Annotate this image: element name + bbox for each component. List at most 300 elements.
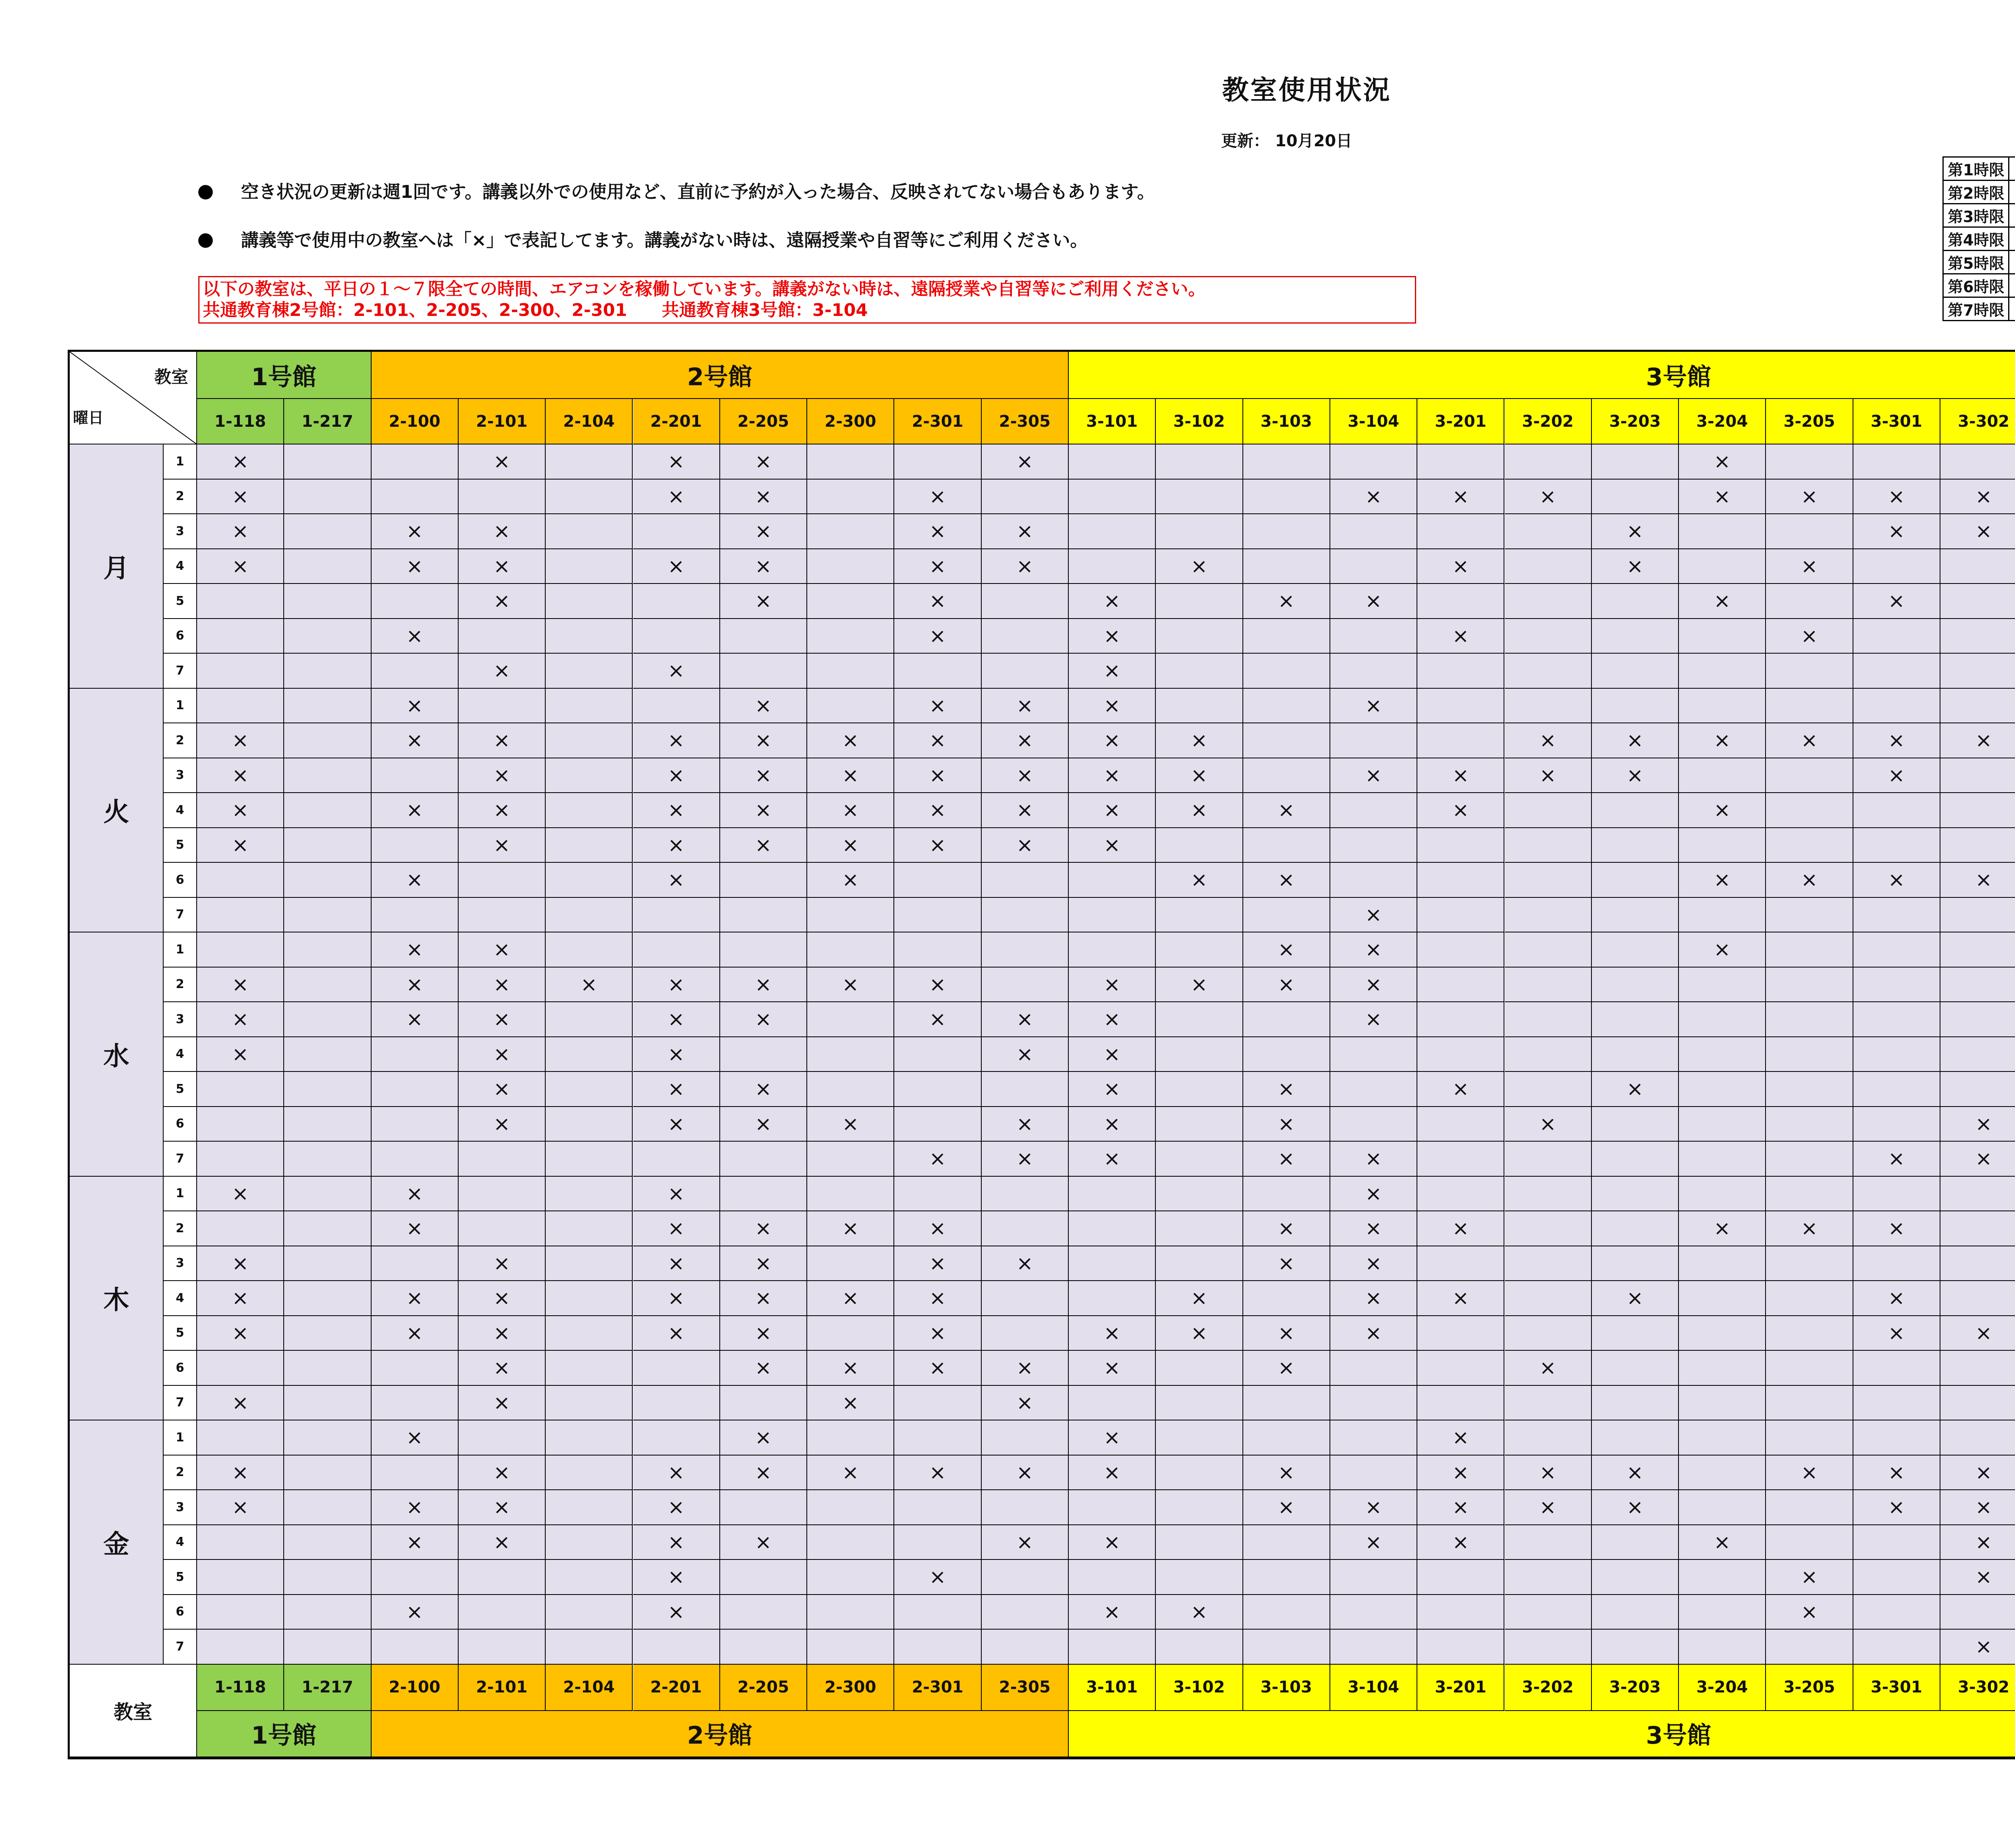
usage-cell bbox=[284, 514, 371, 549]
usage-cell bbox=[894, 1107, 981, 1142]
usage-cell bbox=[546, 1107, 633, 1142]
room-footer: 2-301 bbox=[894, 1665, 981, 1711]
usage-cell bbox=[982, 654, 1069, 689]
period-number: 6 bbox=[164, 619, 197, 654]
usage-mark: × bbox=[1940, 1456, 2015, 1491]
building-header: 3号館 bbox=[1069, 352, 2015, 399]
usage-mark: × bbox=[1592, 723, 1679, 758]
usage-cell bbox=[284, 1211, 371, 1246]
usage-cell bbox=[546, 863, 633, 898]
period-number: 7 bbox=[164, 1386, 197, 1421]
usage-mark: × bbox=[1766, 619, 1853, 654]
usage-mark: × bbox=[1069, 828, 1156, 863]
usage-cell bbox=[807, 689, 894, 724]
usage-mark: × bbox=[1069, 1316, 1156, 1351]
period-number: 4 bbox=[164, 1525, 197, 1560]
usage-mark: × bbox=[1069, 1351, 1156, 1386]
usage-cell bbox=[1330, 828, 1417, 863]
usage-cell bbox=[1243, 549, 1330, 584]
usage-cell bbox=[1156, 828, 1243, 863]
usage-mark: × bbox=[982, 689, 1069, 724]
usage-cell bbox=[720, 1177, 807, 1212]
usage-cell bbox=[1766, 932, 1853, 968]
usage-cell bbox=[1505, 932, 1592, 968]
usage-mark: × bbox=[197, 1490, 284, 1525]
usage-mark: × bbox=[720, 828, 807, 863]
usage-cell bbox=[546, 1072, 633, 1107]
usage-cell bbox=[1417, 1142, 1504, 1177]
usage-cell bbox=[807, 1630, 894, 1665]
usage-mark: × bbox=[720, 1351, 807, 1386]
period-time bbox=[2009, 297, 2015, 321]
usage-cell bbox=[1156, 1107, 1243, 1142]
usage-cell bbox=[1679, 689, 1766, 724]
usage-cell bbox=[1330, 1595, 1417, 1630]
usage-mark: × bbox=[1243, 1351, 1330, 1386]
usage-mark: × bbox=[1766, 1456, 1853, 1491]
usage-mark: × bbox=[1679, 480, 1766, 515]
usage-mark: × bbox=[197, 828, 284, 863]
usage-mark: × bbox=[1505, 1351, 1592, 1386]
usage-cell bbox=[1069, 514, 1156, 549]
usage-mark: × bbox=[1592, 1072, 1679, 1107]
usage-cell bbox=[1853, 1420, 1940, 1456]
period-label: 第1時限 bbox=[1943, 157, 2009, 181]
usage-mark: × bbox=[633, 1107, 720, 1142]
usage-cell bbox=[1156, 1386, 1243, 1421]
usage-cell bbox=[1592, 1420, 1679, 1456]
room-footer: 1-217 bbox=[284, 1665, 371, 1711]
usage-mark: × bbox=[1505, 758, 1592, 793]
usage-mark: × bbox=[459, 1281, 546, 1316]
usage-mark: × bbox=[1330, 584, 1417, 619]
usage-mark: × bbox=[720, 1002, 807, 1037]
usage-cell bbox=[546, 1420, 633, 1456]
period-row bbox=[1943, 297, 2015, 321]
usage-cell bbox=[982, 1420, 1069, 1456]
building-header: 2号館 bbox=[372, 352, 1069, 399]
usage-cell bbox=[1156, 1246, 1243, 1281]
usage-cell bbox=[720, 619, 807, 654]
usage-cell bbox=[1505, 863, 1592, 898]
usage-cell bbox=[1505, 1211, 1592, 1246]
usage-cell bbox=[1243, 689, 1330, 724]
usage-mark: × bbox=[1156, 1316, 1243, 1351]
usage-mark: × bbox=[720, 1316, 807, 1351]
usage-mark: × bbox=[1940, 1316, 2015, 1351]
usage-mark: × bbox=[982, 1386, 1069, 1421]
usage-cell bbox=[1505, 1002, 1592, 1037]
usage-cell bbox=[546, 1142, 633, 1177]
day-label: 火 bbox=[70, 689, 164, 933]
usage-mark: × bbox=[1417, 1281, 1504, 1316]
usage-mark: × bbox=[372, 619, 459, 654]
usage-cell bbox=[1766, 1107, 1853, 1142]
usage-cell bbox=[1940, 1037, 2015, 1072]
period-number: 5 bbox=[164, 1316, 197, 1351]
day-label: 金 bbox=[70, 1420, 164, 1665]
usage-cell bbox=[1156, 444, 1243, 480]
usage-cell bbox=[720, 1386, 807, 1421]
usage-cell bbox=[284, 1142, 371, 1177]
usage-mark: × bbox=[1330, 1211, 1417, 1246]
usage-cell bbox=[1156, 514, 1243, 549]
usage-cell bbox=[546, 1386, 633, 1421]
usage-mark: × bbox=[1940, 1525, 2015, 1560]
period-number: 1 bbox=[164, 689, 197, 724]
usage-cell bbox=[633, 932, 720, 968]
usage-cell bbox=[1505, 549, 1592, 584]
usage-mark: × bbox=[894, 549, 981, 584]
usage-mark: × bbox=[894, 619, 981, 654]
usage-cell bbox=[459, 689, 546, 724]
note-text: 講義等で使用中の教室へは「×」で表記してます。講義がない時は、遠隔授業や自習等にご利用ください。 bbox=[241, 230, 1088, 251]
room-footer: 3-201 bbox=[1417, 1665, 1504, 1711]
usage-mark: × bbox=[1940, 1107, 2015, 1142]
usage-mark: × bbox=[459, 1386, 546, 1421]
period-row bbox=[1943, 204, 2015, 227]
usage-mark: × bbox=[197, 480, 284, 515]
usage-cell bbox=[982, 1072, 1069, 1107]
usage-mark: × bbox=[894, 723, 981, 758]
usage-cell bbox=[1679, 1630, 1766, 1665]
usage-cell bbox=[1417, 1037, 1504, 1072]
usage-mark: × bbox=[894, 1316, 981, 1351]
usage-cell bbox=[1940, 1595, 2015, 1630]
usage-mark: × bbox=[1417, 758, 1504, 793]
usage-cell bbox=[1156, 1142, 1243, 1177]
usage-mark: × bbox=[459, 1316, 546, 1351]
usage-mark: × bbox=[982, 723, 1069, 758]
usage-mark: × bbox=[197, 1246, 284, 1281]
usage-mark: × bbox=[1853, 723, 1940, 758]
usage-mark: × bbox=[894, 1142, 981, 1177]
usage-cell bbox=[1330, 654, 1417, 689]
usage-cell bbox=[1069, 1177, 1156, 1212]
room-header: 3-204 bbox=[1679, 399, 1766, 444]
corner-header bbox=[70, 352, 197, 444]
usage-cell bbox=[197, 619, 284, 654]
aircon-notice bbox=[198, 276, 1416, 324]
usage-mark: × bbox=[894, 1002, 981, 1037]
period-number: 6 bbox=[164, 1595, 197, 1630]
usage-mark: × bbox=[1243, 1246, 1330, 1281]
usage-mark: × bbox=[1330, 968, 1417, 1003]
usage-cell bbox=[284, 1037, 371, 1072]
usage-mark: × bbox=[1940, 863, 2015, 898]
usage-mark: × bbox=[894, 514, 981, 549]
usage-mark: × bbox=[894, 689, 981, 724]
usage-cell bbox=[1853, 828, 1940, 863]
usage-cell bbox=[1156, 1211, 1243, 1246]
aircon-notice-line: 共通教育棟2号館：2-101、2-205、2-300、2-301 共通教育棟3号館：3-104 bbox=[203, 300, 868, 320]
usage-cell bbox=[372, 1386, 459, 1421]
usage-mark: × bbox=[459, 444, 546, 480]
usage-cell bbox=[1243, 1281, 1330, 1316]
usage-mark: × bbox=[633, 1525, 720, 1560]
update-date: 更新： 10月20日 bbox=[1221, 132, 1352, 150]
usage-mark: × bbox=[1243, 1072, 1330, 1107]
usage-cell bbox=[284, 1316, 371, 1351]
usage-mark: × bbox=[807, 1211, 894, 1246]
usage-cell bbox=[1417, 1177, 1504, 1212]
usage-cell bbox=[284, 1420, 371, 1456]
usage-cell bbox=[284, 723, 371, 758]
usage-cell bbox=[633, 898, 720, 933]
usage-cell bbox=[720, 1560, 807, 1595]
usage-cell bbox=[1766, 584, 1853, 619]
room-header: 3-301 bbox=[1853, 399, 1940, 444]
usage-cell bbox=[197, 584, 284, 619]
period-number: 2 bbox=[164, 1211, 197, 1246]
usage-cell bbox=[1505, 1386, 1592, 1421]
building-footer: 3号館 bbox=[1069, 1711, 2015, 1757]
usage-cell bbox=[284, 793, 371, 828]
usage-mark: × bbox=[1505, 1456, 1592, 1491]
usage-mark: × bbox=[372, 1211, 459, 1246]
usage-cell bbox=[1069, 1246, 1156, 1281]
usage-cell bbox=[284, 1002, 371, 1037]
usage-mark: × bbox=[1330, 1281, 1417, 1316]
usage-cell bbox=[1766, 1490, 1853, 1525]
usage-cell bbox=[1243, 1177, 1330, 1212]
usage-cell bbox=[982, 480, 1069, 515]
usage-cell bbox=[1417, 898, 1504, 933]
usage-mark: × bbox=[197, 549, 284, 584]
usage-mark: × bbox=[633, 654, 720, 689]
building-footer: 1号館 bbox=[197, 1711, 372, 1757]
corner-room-label: 教室 bbox=[154, 367, 188, 387]
usage-cell bbox=[284, 1595, 371, 1630]
usage-mark: × bbox=[720, 968, 807, 1003]
usage-mark: × bbox=[1330, 689, 1417, 724]
period-label: 第7時限 bbox=[1943, 297, 2009, 321]
usage-cell bbox=[546, 758, 633, 793]
usage-mark: × bbox=[894, 480, 981, 515]
room-header: 3-202 bbox=[1505, 399, 1592, 444]
usage-cell bbox=[1766, 828, 1853, 863]
usage-mark: × bbox=[807, 1456, 894, 1491]
usage-mark: × bbox=[1592, 1456, 1679, 1491]
usage-cell bbox=[372, 654, 459, 689]
period-number: 2 bbox=[164, 480, 197, 515]
usage-cell bbox=[807, 1246, 894, 1281]
usage-cell bbox=[1940, 549, 2015, 584]
usage-mark: × bbox=[1853, 480, 1940, 515]
usage-cell bbox=[1330, 863, 1417, 898]
period-number: 1 bbox=[164, 1177, 197, 1212]
usage-cell bbox=[1766, 1246, 1853, 1281]
usage-cell bbox=[459, 1630, 546, 1665]
usage-cell bbox=[1592, 1630, 1679, 1665]
usage-mark: × bbox=[720, 1107, 807, 1142]
usage-mark: × bbox=[459, 584, 546, 619]
usage-mark: × bbox=[1069, 968, 1156, 1003]
usage-cell bbox=[197, 898, 284, 933]
usage-cell bbox=[1505, 1246, 1592, 1281]
usage-mark: × bbox=[372, 1316, 459, 1351]
building-footer: 2号館 bbox=[372, 1711, 1069, 1757]
usage-cell bbox=[982, 968, 1069, 1003]
usage-mark: × bbox=[1243, 793, 1330, 828]
usage-cell bbox=[1853, 619, 1940, 654]
usage-cell bbox=[1417, 1630, 1504, 1665]
usage-mark: × bbox=[720, 1246, 807, 1281]
usage-cell bbox=[720, 1037, 807, 1072]
period-time bbox=[2009, 227, 2015, 251]
usage-mark: × bbox=[1592, 549, 1679, 584]
usage-cell bbox=[1505, 1037, 1592, 1072]
usage-mark: × bbox=[1330, 932, 1417, 968]
usage-cell bbox=[894, 1630, 981, 1665]
usage-cell bbox=[1679, 654, 1766, 689]
usage-cell bbox=[546, 549, 633, 584]
usage-cell bbox=[284, 444, 371, 480]
usage-cell bbox=[1243, 444, 1330, 480]
usage-cell bbox=[546, 584, 633, 619]
period-number: 3 bbox=[164, 1490, 197, 1525]
usage-cell bbox=[1243, 514, 1330, 549]
usage-mark: × bbox=[1156, 968, 1243, 1003]
room-header: 3-203 bbox=[1592, 399, 1679, 444]
usage-cell bbox=[1330, 1560, 1417, 1595]
room-header: 3-104 bbox=[1330, 399, 1417, 444]
usage-mark: × bbox=[1766, 723, 1853, 758]
usage-mark: × bbox=[1069, 1107, 1156, 1142]
room-footer: 2-305 bbox=[982, 1665, 1069, 1711]
usage-mark: × bbox=[1417, 1490, 1504, 1525]
usage-cell bbox=[1243, 1525, 1330, 1560]
usage-cell bbox=[1243, 1595, 1330, 1630]
usage-mark: × bbox=[982, 1525, 1069, 1560]
usage-cell bbox=[459, 863, 546, 898]
usage-cell bbox=[1766, 1525, 1853, 1560]
usage-mark: × bbox=[894, 1351, 981, 1386]
usage-cell bbox=[1069, 932, 1156, 968]
usage-mark: × bbox=[982, 758, 1069, 793]
usage-mark: × bbox=[633, 480, 720, 515]
room-header: 1-217 bbox=[284, 399, 371, 444]
usage-mark: × bbox=[1069, 758, 1156, 793]
period-number: 4 bbox=[164, 549, 197, 584]
usage-mark: × bbox=[1940, 480, 2015, 515]
usage-cell bbox=[546, 1560, 633, 1595]
usage-mark: × bbox=[459, 1246, 546, 1281]
usage-cell bbox=[372, 1142, 459, 1177]
usage-cell bbox=[1940, 968, 2015, 1003]
usage-mark: × bbox=[1243, 968, 1330, 1003]
usage-cell bbox=[1505, 898, 1592, 933]
usage-cell bbox=[284, 1177, 371, 1212]
usage-mark: × bbox=[633, 828, 720, 863]
usage-mark: × bbox=[1940, 1490, 2015, 1525]
usage-cell bbox=[807, 1177, 894, 1212]
usage-cell bbox=[197, 689, 284, 724]
usage-cell bbox=[284, 968, 371, 1003]
usage-cell bbox=[1940, 1177, 2015, 1212]
usage-mark: × bbox=[720, 549, 807, 584]
usage-cell bbox=[197, 932, 284, 968]
usage-cell bbox=[284, 1107, 371, 1142]
usage-cell bbox=[1592, 480, 1679, 515]
usage-mark: × bbox=[459, 549, 546, 584]
room-header: 2-205 bbox=[720, 399, 807, 444]
usage-cell bbox=[1156, 1072, 1243, 1107]
usage-cell bbox=[197, 863, 284, 898]
usage-cell bbox=[807, 1316, 894, 1351]
period-number: 6 bbox=[164, 1107, 197, 1142]
usage-mark: × bbox=[1853, 863, 1940, 898]
usage-cell bbox=[982, 1177, 1069, 1212]
usage-cell bbox=[1156, 619, 1243, 654]
usage-cell bbox=[1330, 514, 1417, 549]
usage-mark: × bbox=[894, 1281, 981, 1316]
period-label: 第3時限 bbox=[1943, 204, 2009, 227]
usage-cell bbox=[1330, 723, 1417, 758]
usage-cell bbox=[1417, 514, 1504, 549]
usage-cell bbox=[1069, 898, 1156, 933]
usage-mark: × bbox=[1417, 619, 1504, 654]
usage-mark: × bbox=[982, 1456, 1069, 1491]
usage-mark: × bbox=[1766, 1595, 1853, 1630]
usage-mark: × bbox=[1330, 1142, 1417, 1177]
usage-mark: × bbox=[807, 1281, 894, 1316]
usage-cell bbox=[372, 758, 459, 793]
usage-cell bbox=[1679, 1142, 1766, 1177]
usage-cell bbox=[807, 619, 894, 654]
usage-cell bbox=[1069, 444, 1156, 480]
usage-cell bbox=[546, 619, 633, 654]
usage-cell bbox=[1156, 1490, 1243, 1525]
period-label: 第2時限 bbox=[1943, 181, 2009, 204]
period-number: 4 bbox=[164, 1037, 197, 1072]
usage-cell bbox=[1417, 932, 1504, 968]
usage-mark: × bbox=[807, 968, 894, 1003]
usage-cell bbox=[284, 480, 371, 515]
usage-cell bbox=[1592, 444, 1679, 480]
usage-cell bbox=[1243, 828, 1330, 863]
period-row bbox=[1943, 157, 2015, 181]
room-footer: 3-302 bbox=[1940, 1665, 2015, 1711]
usage-cell bbox=[1330, 619, 1417, 654]
usage-cell bbox=[894, 1037, 981, 1072]
usage-cell bbox=[894, 1420, 981, 1456]
usage-mark: × bbox=[982, 514, 1069, 549]
usage-mark: × bbox=[372, 793, 459, 828]
usage-mark: × bbox=[1853, 584, 1940, 619]
usage-cell bbox=[546, 1281, 633, 1316]
usage-cell bbox=[1156, 1420, 1243, 1456]
usage-cell bbox=[982, 1281, 1069, 1316]
usage-cell bbox=[1940, 828, 2015, 863]
usage-mark: × bbox=[720, 1420, 807, 1456]
room-footer: 3-104 bbox=[1330, 1665, 1417, 1711]
room-header: 2-201 bbox=[633, 399, 720, 444]
usage-mark: × bbox=[982, 1037, 1069, 1072]
usage-cell bbox=[1940, 793, 2015, 828]
usage-mark: × bbox=[1330, 1490, 1417, 1525]
usage-mark: × bbox=[372, 932, 459, 968]
usage-mark: × bbox=[459, 514, 546, 549]
usage-cell bbox=[807, 514, 894, 549]
usage-cell bbox=[1853, 932, 1940, 968]
usage-mark: × bbox=[197, 1456, 284, 1491]
usage-cell bbox=[894, 1177, 981, 1212]
usage-cell bbox=[1069, 1490, 1156, 1525]
usage-mark: × bbox=[982, 1107, 1069, 1142]
usage-cell bbox=[1417, 723, 1504, 758]
usage-cell bbox=[1592, 1142, 1679, 1177]
